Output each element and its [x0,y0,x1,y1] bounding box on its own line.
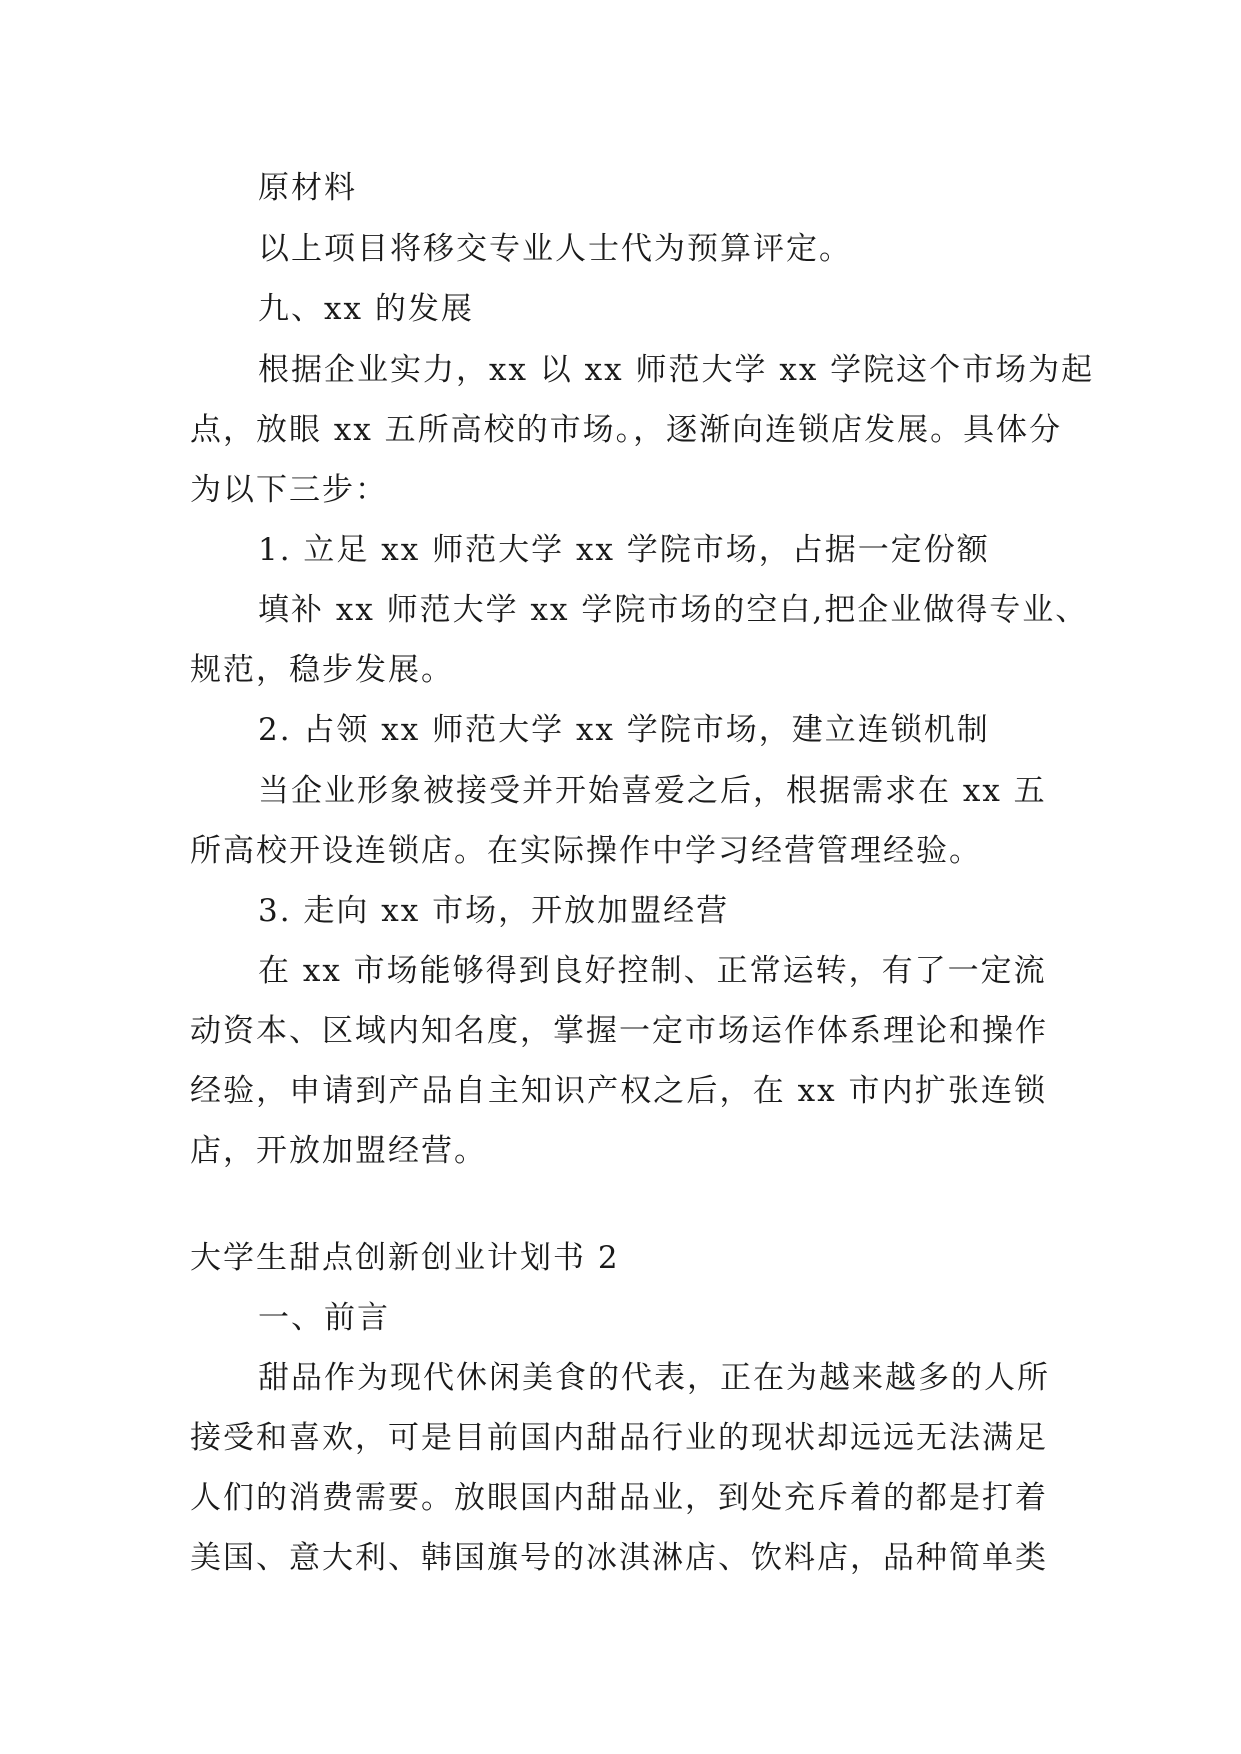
text-line: 在 xx 市场能够得到良好控制、正常运转，有了一定流 [258,953,1047,989]
section-heading: 一、前言 [258,1300,390,1336]
text-line: 甜品作为现代休闲美食的代表，正在为越来越多的人所 [258,1360,1050,1396]
text-line: 经验，申请到产品自主知识产权之后，在 xx 市内扩张连锁 [190,1073,1047,1109]
list-heading: 3. 走向 xx 市场，开放加盟经营 [258,893,730,929]
text-line: 填补 xx 师范大学 xx 学院市场的空白,把企业做得专业、 [258,592,1089,628]
text-line: 点，放眼 xx 五所高校的市场。，逐渐向连锁店发展。具体分 [190,412,1063,448]
text-line: 接受和喜欢，可是目前国内甜品行业的现状却远远无法满足 [190,1420,1048,1456]
text-line: 规范，稳步发展。 [190,652,454,688]
document-title: 大学生甜点创新创业计划书 2 [190,1240,620,1276]
section-heading: 九、xx 的发展 [258,291,474,327]
list-heading: 1. 立足 xx 师范大学 xx 学院市场，占据一定份额 [258,532,990,568]
text-line: 美国、意大利、韩国旗号的冰淇淋店、饮料店，品种简单类 [190,1540,1048,1576]
text-line: 根据企业实力，xx 以 xx 师范大学 xx 学院这个市场为起 [258,352,1095,388]
text-line: 动资本、区域内知名度，掌握一定市场运作体系理论和操作 [190,1013,1048,1049]
text-line: 当企业形象被接受并开始喜爱之后，根据需求在 xx 五 [258,773,1047,809]
list-heading: 2. 占领 xx 师范大学 xx 学院市场，建立连锁机制 [258,712,990,748]
text-line: 人们的消费需要。放眼国内甜品业，到处充斥着的都是打着 [190,1480,1048,1516]
text-line: 以上项目将移交专业人士代为预算评定。 [258,231,852,267]
text-line: 店，开放加盟经营。 [190,1133,487,1169]
text-line: 原材料 [258,170,357,206]
text-line: 为以下三步： [190,472,388,508]
text-line: 所高校开设连锁店。在实际操作中学习经营管理经验。 [190,833,982,869]
